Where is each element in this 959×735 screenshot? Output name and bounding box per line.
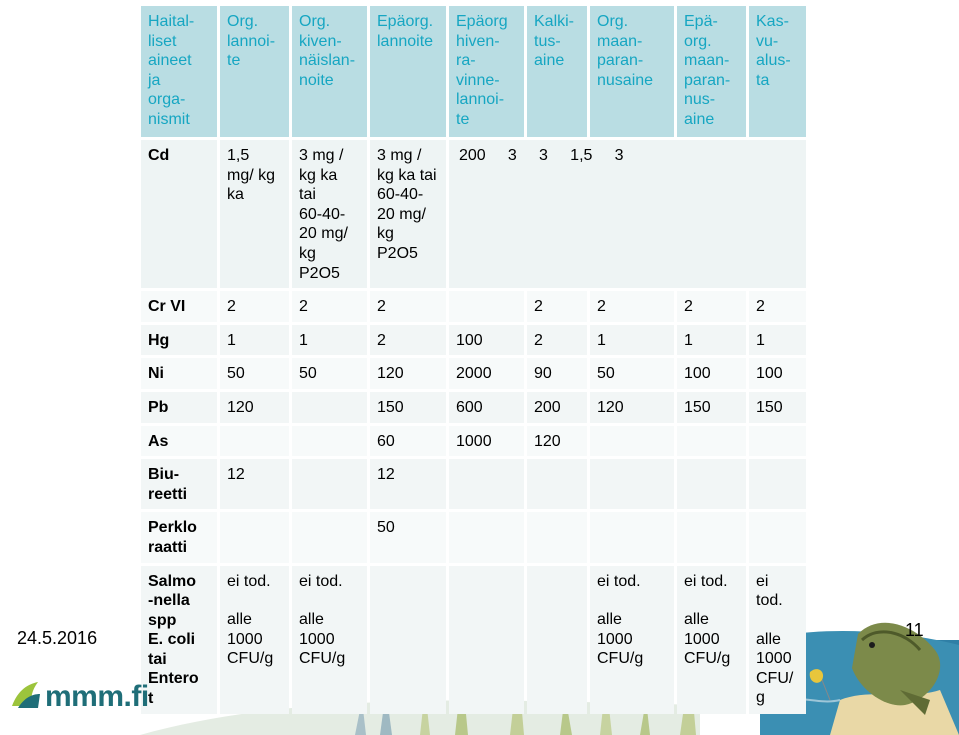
page-number: 11 bbox=[905, 620, 924, 640]
col8-a2: tod. bbox=[756, 592, 783, 610]
cd-epa-l2: kg ka tai bbox=[377, 166, 437, 184]
header-line: nus- bbox=[684, 91, 716, 109]
cell: 2000 bbox=[449, 358, 524, 389]
col2-a: ei tod. bbox=[299, 572, 343, 590]
cell bbox=[677, 426, 746, 457]
cd-epa-l6: P2O5 bbox=[377, 244, 418, 262]
col2-b2: 1000 bbox=[299, 630, 335, 648]
cell: 50 bbox=[590, 358, 674, 389]
cd-remaining-values: 200 3 3 1,5 3 bbox=[449, 140, 806, 288]
limits-table bbox=[138, 3, 809, 717]
header-org-maanparannusaine bbox=[590, 6, 674, 137]
header-line: Org. bbox=[299, 13, 331, 30]
header-line: liset bbox=[148, 32, 177, 50]
cell: 120 bbox=[220, 392, 289, 423]
header-line: ja bbox=[148, 71, 161, 89]
cd-org-lannoite-l1: 1,5 bbox=[227, 147, 250, 164]
cell: 100 bbox=[749, 358, 806, 389]
cell bbox=[590, 426, 674, 457]
logo-text: mmm.fi bbox=[45, 680, 149, 713]
salmonella-label-l5: tai bbox=[148, 650, 167, 668]
header-line: te bbox=[456, 110, 470, 128]
salmonella-label-l3: spp bbox=[148, 611, 177, 629]
header-line: lannoi- bbox=[227, 32, 276, 50]
header-line: aine bbox=[684, 110, 715, 128]
salmonella-org-maanparannusaine bbox=[590, 566, 674, 714]
cd-kiv-l7: P2O5 bbox=[299, 264, 340, 282]
row-label: Ni bbox=[141, 358, 217, 389]
col7-b3: CFU/g bbox=[684, 650, 731, 668]
cd-epa-l5: kg bbox=[377, 225, 394, 243]
header-line: lannoi- bbox=[456, 91, 505, 109]
cell bbox=[292, 426, 367, 457]
row-perkloraatti bbox=[141, 512, 806, 562]
row-hg bbox=[141, 325, 806, 356]
cd-epa-l1: 3 mg / bbox=[377, 147, 422, 164]
cell bbox=[749, 459, 806, 509]
cell: 100 bbox=[677, 358, 746, 389]
cell bbox=[590, 512, 674, 562]
cell: 2 bbox=[370, 291, 446, 322]
cell: 2 bbox=[677, 291, 746, 322]
biureetti-label-l1: Biu- bbox=[148, 466, 180, 484]
col7-b1: alle bbox=[684, 611, 709, 629]
header-line: nismit bbox=[148, 110, 190, 128]
cell: 90 bbox=[527, 358, 587, 389]
cell: 2 bbox=[220, 291, 289, 322]
row-label: Cd bbox=[141, 140, 217, 288]
cell: 50 bbox=[220, 358, 289, 389]
col6-b1: alle bbox=[597, 611, 622, 629]
header-line: org. bbox=[684, 32, 712, 50]
header-line: hiven- bbox=[456, 32, 500, 50]
cell: 60 bbox=[370, 426, 446, 457]
cell: 1 bbox=[220, 325, 289, 356]
row-ni bbox=[141, 358, 806, 389]
row-as bbox=[141, 426, 806, 457]
salmonella-org-lannoite bbox=[220, 566, 289, 714]
cd-org-lannoite-l2: mg/ kg bbox=[227, 166, 276, 184]
col8-b1: alle bbox=[756, 630, 781, 648]
cell bbox=[292, 392, 367, 423]
cell: 12 bbox=[370, 459, 446, 509]
header-line: aineet bbox=[148, 52, 192, 70]
cd-kiv-l5: 20 mg/ bbox=[299, 225, 348, 243]
header-line: Kalki- bbox=[534, 13, 575, 30]
header-line: ra- bbox=[456, 52, 476, 70]
cd-kiv-l4: 60-40- bbox=[299, 205, 346, 223]
cd-org-lannoite-l3: ka bbox=[227, 186, 244, 204]
header-line: paran- bbox=[684, 71, 731, 89]
header-line: vinne- bbox=[456, 71, 500, 89]
cell bbox=[220, 512, 289, 562]
header-epaorg-lannoite bbox=[370, 6, 446, 137]
header-line: kiven- bbox=[299, 32, 342, 50]
row-label bbox=[141, 512, 217, 562]
salmonella-label-l2: -nella bbox=[148, 592, 190, 610]
header-line: Kas- bbox=[756, 13, 789, 30]
cell: 1 bbox=[292, 325, 367, 356]
cell bbox=[449, 291, 524, 322]
cell bbox=[449, 566, 524, 714]
col2-b1: alle bbox=[299, 611, 324, 629]
header-haitalliset bbox=[141, 6, 217, 137]
header-kasvualusta bbox=[749, 6, 806, 137]
header-line: Epäorg. bbox=[377, 13, 434, 30]
cell bbox=[749, 512, 806, 562]
col8-b3: CFU/ bbox=[756, 669, 794, 687]
row-cd bbox=[141, 140, 806, 288]
cell bbox=[527, 459, 587, 509]
cell: 120 bbox=[527, 426, 587, 457]
header-line: te bbox=[227, 52, 241, 70]
cd-kiv-l6: kg bbox=[299, 244, 316, 262]
col7-b2: 1000 bbox=[684, 630, 720, 648]
cd-kiv-l1: 3 mg / bbox=[299, 147, 344, 164]
cd-kiv-l2: kg ka bbox=[299, 166, 338, 184]
cell: 2 bbox=[527, 325, 587, 356]
row-cr-vi bbox=[141, 291, 806, 322]
header-org-lannoite bbox=[220, 6, 289, 137]
col2-b3: CFU/g bbox=[299, 650, 346, 668]
salmonella-org-kivennaislannoite bbox=[292, 566, 367, 714]
salmonella-label-l6: Entero bbox=[148, 670, 199, 688]
row-pb bbox=[141, 392, 806, 423]
header-line: tus- bbox=[534, 32, 561, 50]
cell: 600 bbox=[449, 392, 524, 423]
cell: 150 bbox=[749, 392, 806, 423]
row-label bbox=[141, 566, 217, 714]
col8-b2: 1000 bbox=[756, 650, 792, 668]
salmonella-label-l7: t bbox=[148, 690, 154, 708]
cd-epa-l4: 20 mg/ bbox=[377, 205, 426, 223]
cell: 2 bbox=[370, 325, 446, 356]
cell: 2 bbox=[590, 291, 674, 322]
row-label: Hg bbox=[141, 325, 217, 356]
cell bbox=[292, 512, 367, 562]
header-line: Org. bbox=[597, 13, 629, 30]
cd-kiv-l3: tai bbox=[299, 186, 316, 204]
cd-org-lannoite bbox=[220, 140, 289, 288]
col1-b2: 1000 bbox=[227, 630, 263, 648]
row-label: As bbox=[141, 426, 217, 457]
header-line: lannoite bbox=[377, 32, 434, 50]
col6-b3: CFU/g bbox=[597, 650, 644, 668]
header-line: maan- bbox=[597, 32, 643, 50]
salmonella-kasvualusta bbox=[749, 566, 806, 714]
header-row bbox=[141, 6, 806, 137]
cell bbox=[449, 512, 524, 562]
cell bbox=[449, 459, 524, 509]
header-line: paran- bbox=[597, 52, 644, 70]
col7-a: ei tod. bbox=[684, 572, 728, 590]
header-epaorg-maanparannusaine bbox=[677, 6, 746, 137]
header-line: Epä- bbox=[684, 13, 718, 30]
col1-b3: CFU/g bbox=[227, 650, 274, 668]
cell: 1000 bbox=[449, 426, 524, 457]
header-org-kivennaislannoite bbox=[292, 6, 367, 137]
header-line: aine bbox=[534, 52, 565, 70]
cell: 120 bbox=[370, 358, 446, 389]
cell bbox=[527, 566, 587, 714]
header-line: Org. bbox=[227, 13, 259, 30]
col1-a: ei tod. bbox=[227, 572, 271, 590]
perkloraatti-label-l2: raatti bbox=[148, 538, 188, 556]
header-line: maan- bbox=[684, 52, 730, 70]
header-line: orga- bbox=[148, 91, 186, 109]
header-line: Epäorg bbox=[456, 13, 508, 30]
cell: 1 bbox=[590, 325, 674, 356]
header-line: noite bbox=[299, 71, 334, 89]
cell bbox=[749, 426, 806, 457]
cell bbox=[220, 426, 289, 457]
cd-org-kivennaislannoite bbox=[292, 140, 367, 288]
cell: 200 bbox=[527, 392, 587, 423]
cell: 150 bbox=[370, 392, 446, 423]
cell bbox=[527, 512, 587, 562]
header-line: nusaine bbox=[597, 71, 654, 89]
cell: 2 bbox=[292, 291, 367, 322]
salmonella-epaorg-maanparannusaine bbox=[677, 566, 746, 714]
cell: 1 bbox=[677, 325, 746, 356]
header-line: alus- bbox=[756, 52, 791, 70]
salmonella-label-l4: E. coli bbox=[148, 631, 196, 649]
slide-date: 24.5.2016 bbox=[17, 628, 98, 648]
cell: 50 bbox=[370, 512, 446, 562]
cell: 150 bbox=[677, 392, 746, 423]
header-kalkitusaine bbox=[527, 6, 587, 137]
header-line: näislan- bbox=[299, 52, 356, 70]
cell: 2 bbox=[749, 291, 806, 322]
cell bbox=[590, 459, 674, 509]
header-line: vu- bbox=[756, 32, 779, 50]
cd-epa-l3: 60-40- bbox=[377, 186, 424, 204]
header-epaorg-hivenravinne bbox=[449, 6, 524, 137]
cell: 120 bbox=[590, 392, 674, 423]
cell: 12 bbox=[220, 459, 289, 509]
row-salmonella bbox=[141, 566, 806, 714]
header-line: Haital- bbox=[148, 13, 195, 30]
col6-a: ei tod. bbox=[597, 572, 641, 590]
cell bbox=[292, 459, 367, 509]
col6-b2: 1000 bbox=[597, 630, 633, 648]
row-label bbox=[141, 459, 217, 509]
cell: 50 bbox=[292, 358, 367, 389]
perkloraatti-label-l1: Perklo bbox=[148, 519, 197, 537]
col8-b4: g bbox=[756, 689, 765, 707]
cell bbox=[370, 566, 446, 714]
row-biureetti bbox=[141, 459, 806, 509]
col1-b1: alle bbox=[227, 611, 252, 629]
cell: 2 bbox=[527, 291, 587, 322]
row-label: Cr VI bbox=[141, 291, 217, 322]
header-line: ta bbox=[756, 71, 770, 89]
cell bbox=[677, 459, 746, 509]
salmonella-label-l1: Salmo bbox=[148, 572, 197, 590]
cell bbox=[677, 512, 746, 562]
cd-epaorg-lannoite bbox=[370, 140, 446, 288]
cell: 1 bbox=[749, 325, 806, 356]
cell: 100 bbox=[449, 325, 524, 356]
col8-a1: ei bbox=[756, 572, 769, 590]
biureetti-label-l2: reetti bbox=[148, 485, 188, 503]
row-label: Pb bbox=[141, 392, 217, 423]
